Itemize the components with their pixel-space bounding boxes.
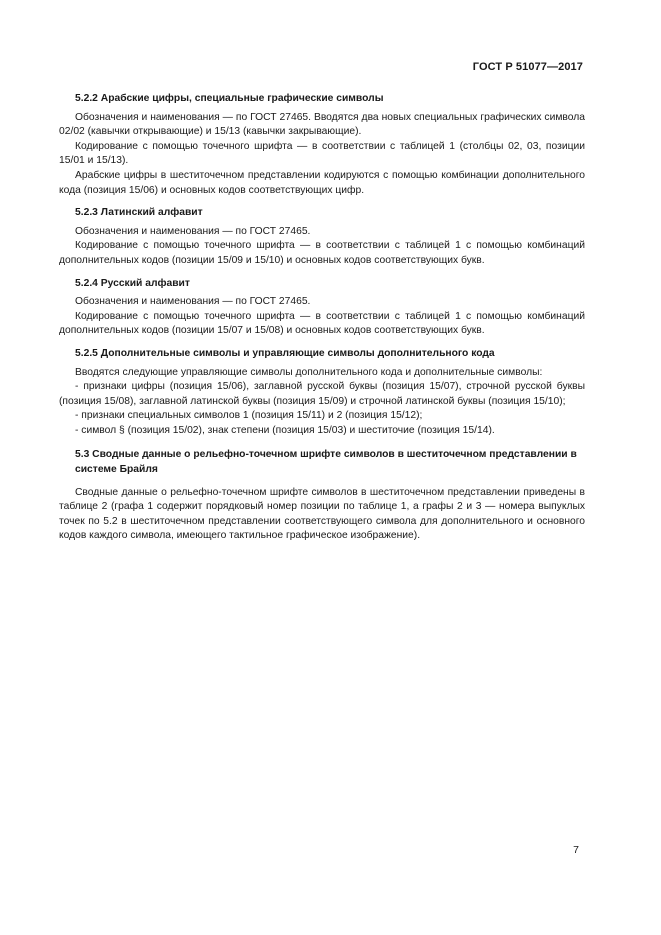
section-5-2-4-title: 5.2.4 Русский алфавит bbox=[75, 277, 190, 289]
list-item: - признаки цифры (позиция 15/06), заглавной русской буквы (позиция 15/07), строчной русской буквы (позиция 15/08), заглавной латинской буквы (позиция 15/09) и строчной латинской буквы (позиция 15/10); bbox=[59, 381, 585, 407]
page-number: 7 bbox=[573, 844, 579, 856]
paragraph: Кодирование с помощью точечного шрифта — в соответствии с таблицей 1 с помощью комбинаций дополнительных кодов (позиции 15/07 и 15/08) и основных кодов соответствующих букв. bbox=[59, 310, 585, 337]
paragraph: Кодирование с помощью точечного шрифта — в соответствии с таблицей 1 (столбцы 02, 03, позиции 15/01 и 15/13). bbox=[59, 140, 585, 167]
section-5-2-5-title: 5.2.5 Дополнительные символы и управляющие символы дополнительного кода bbox=[75, 347, 495, 359]
paragraph: Обозначения и наименования — по ГОСТ 27465. Вводятся два новых специальных графических символа 02/02 (кавычки открывающие) и 15/13 (кавычки закрывающие). bbox=[59, 111, 585, 138]
paragraph: Обозначения и наименования — по ГОСТ 27465. bbox=[75, 296, 311, 308]
paragraph: Вводятся следующие управляющие символы дополнительного кода и дополнительные символы: bbox=[75, 366, 543, 378]
document-header: ГОСТ Р 51077—2017 bbox=[472, 61, 583, 73]
section-5-3-title: 5.3 Сводные данные о рельефно-точечном шрифте символов в шеститочечном представлении в системе Брайля bbox=[75, 449, 577, 476]
section-5-2-3-title: 5.2.3 Латинский алфавит bbox=[75, 207, 203, 219]
document-body bbox=[59, 92, 585, 544]
paragraph: Арабские цифры в шеститочечном представлении кодируются с помощью комбинации дополнительного кода (позиция 15/06) и основных кодов соответствующих цифр. bbox=[59, 169, 585, 196]
paragraph: Сводные данные о рельефно-точечном шрифте символов в шеститочечном представлении приведены в таблице 2 (графа 1 содержит порядковый номер позиции по таблице 1, а графы 2 и 3 — номера выпуклых точек по 5.2 в шеститочечном представлении соответствующего символа для дополнительного и основного кодов каждого символа, имеющего тактильное графическое изображение). bbox=[59, 486, 585, 542]
section-5-2-2-title: 5.2.2 Арабские цифры, специальные графические символы bbox=[75, 93, 384, 104]
list-item: - символ § (позиция 15/02), знак степени (позиция 15/03) и шеститочие (позиция 15/14). bbox=[75, 424, 495, 436]
paragraph: Кодирование с помощью точечного шрифта — в соответствии с таблицей 1 с помощью комбинаций дополнительных кодов (позиции 15/09 и 15/10) и основных кодов соответствующих букв. bbox=[59, 240, 585, 266]
list-item: - признаки специальных символов 1 (позиция 15/11) и 2 (позиция 15/12); bbox=[75, 410, 423, 422]
paragraph: Обозначения и наименования — по ГОСТ 27465. bbox=[75, 225, 311, 237]
